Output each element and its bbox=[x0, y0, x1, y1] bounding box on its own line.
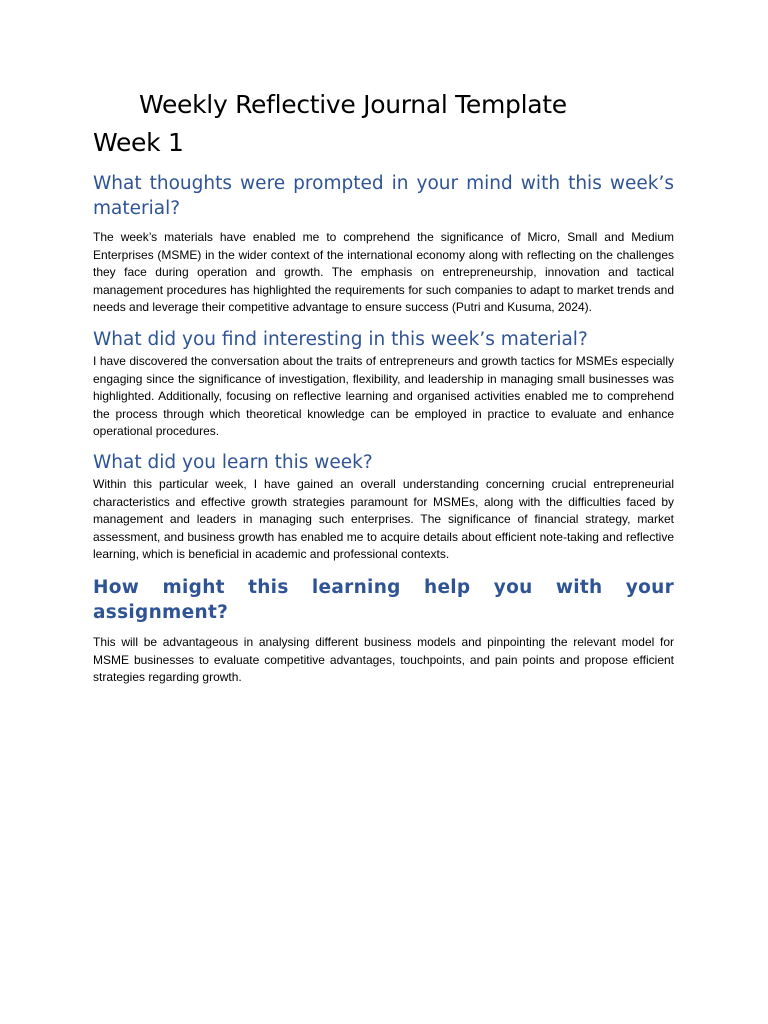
document-page bbox=[93, 86, 674, 687]
answer-paragraph-interesting: I have discovered the conversation about the traits of entrepreneurs and growth tactics for MSMEs especially engaging since the significance of investigation, flexibility, and leadership in managing small businesses was highlighted. Additionally, focusing on reflective learning and organised activities enabled me to comprehend the process through which theoretical knowledge can be employed in practice to evaluate and enhance operational procedures. bbox=[93, 353, 674, 439]
document-title: Weekly Reflective Journal Template bbox=[139, 90, 567, 119]
answer-paragraph-thoughts: The week’s materials have enabled me to comprehend the significance of Micro, Small and Medium Enterprises (MSME) in the wider context of the international economy along with reflecting on the challenges they face during operation and growth. The emphasis on entrepreneurship, innovation and tactical management procedures has highlighted the requirements for such companies to adapt to market trends and needs and leverage their competitive advantage to ensure success (Putri and Kusuma, 2024). bbox=[93, 230, 674, 315]
week-heading: Week 1 bbox=[93, 128, 184, 157]
question-heading-learned: What did you learn this week? bbox=[93, 451, 373, 473]
answer-paragraph-assignment: This will be advantageous in analysing different business models and pinpointing the relevant model for MSME businesses to evaluate competitive advantages, touchpoints, and pain points and propose efficient strategies regarding growth. bbox=[93, 634, 674, 685]
question-heading-assignment: How might this learning help you with your assignment? bbox=[93, 576, 674, 623]
answer-paragraph-learned: Within this particular week, I have gained an overall understanding concerning crucial entrepreneurial characteristics and effective growth strategies paramount for MSMEs, along with the difficulties faced by management and leaders in managing such enterprises. The significance of financial strategy, market assessment, and business growth has enabled me to acquire details about efficient note-taking and reflective learning, which is beneficial in academic and professional contexts. bbox=[93, 476, 674, 562]
question-heading-thoughts: What thoughts were prompted in your mind with this week’s material? bbox=[93, 173, 674, 219]
question-heading-interesting: What did you find interesting in this week’s material? bbox=[93, 328, 588, 350]
